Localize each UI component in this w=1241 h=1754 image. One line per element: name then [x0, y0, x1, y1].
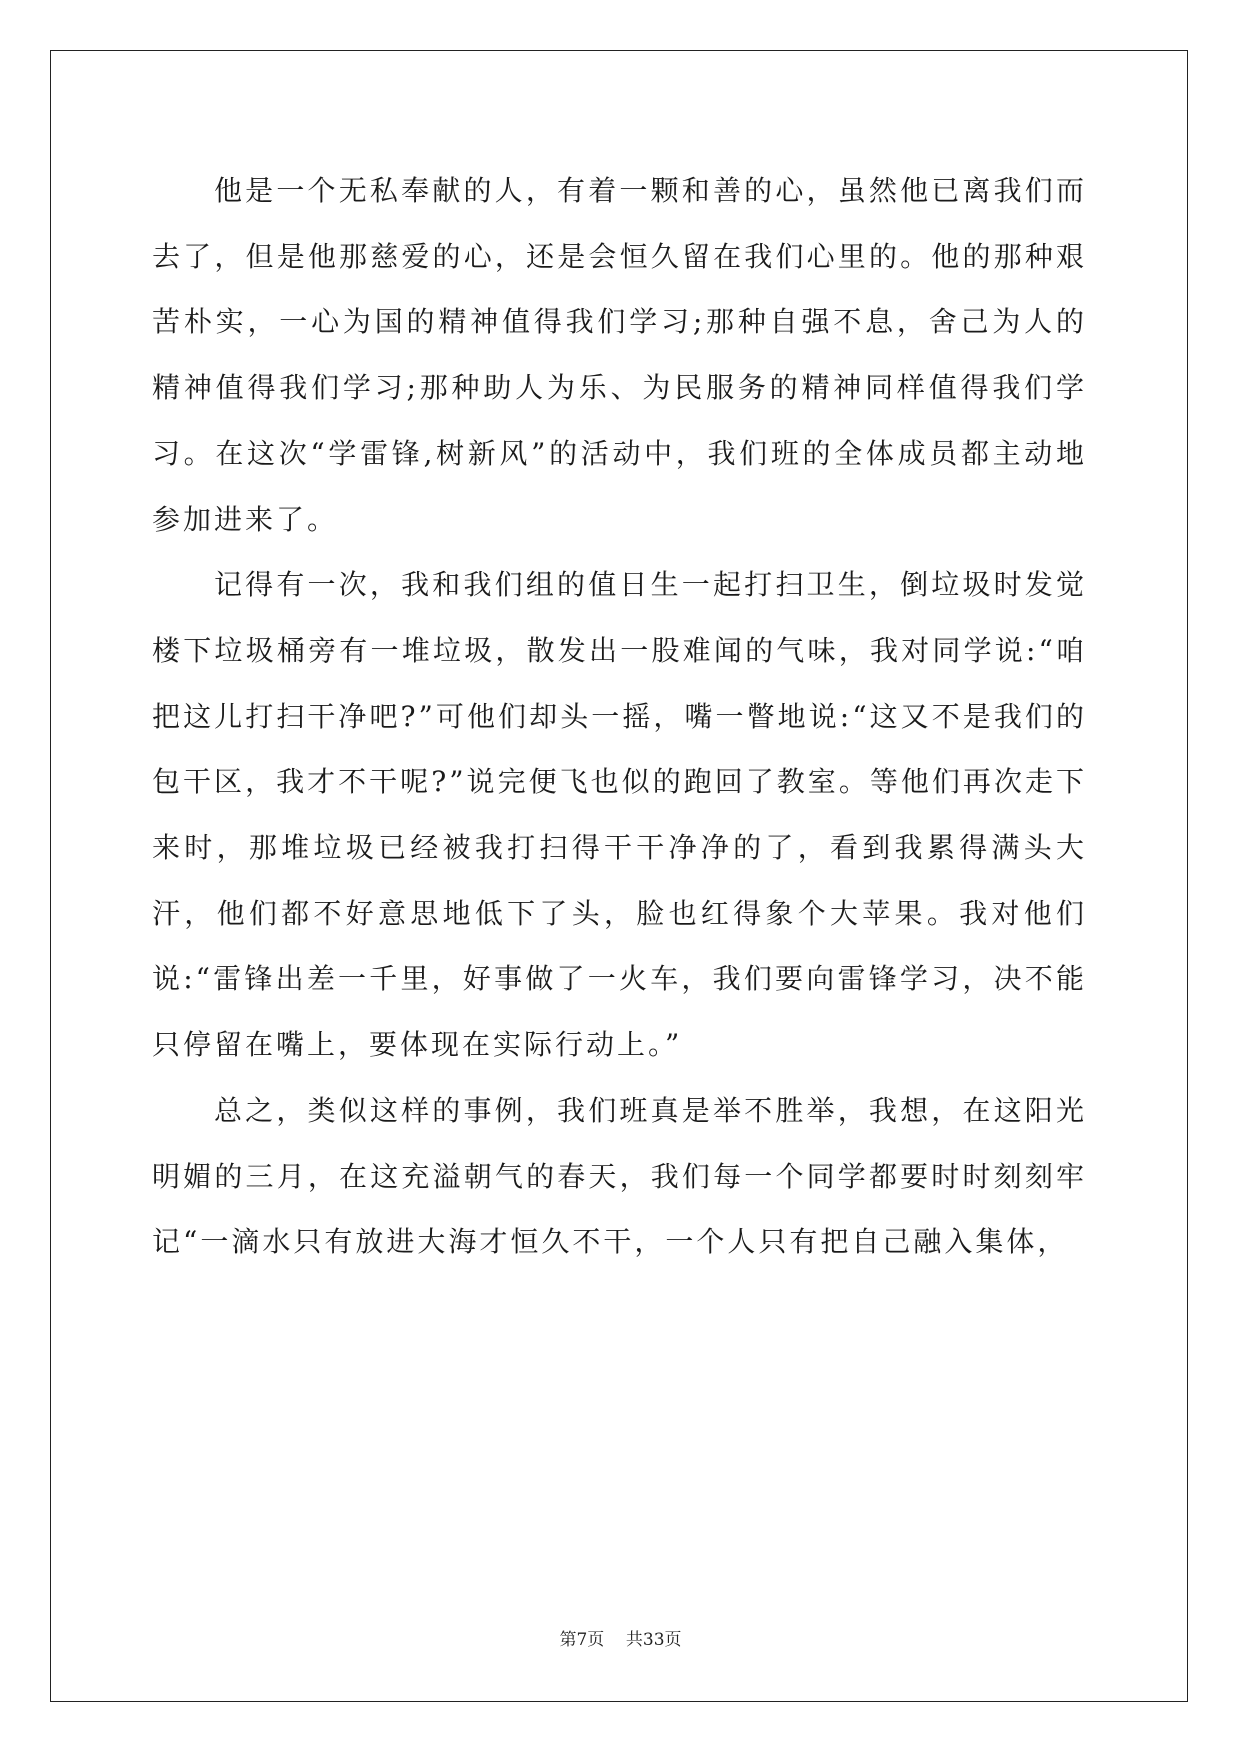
- page-footer: [0, 1625, 1241, 1650]
- paragraph-2: 记得有一次，我和我们组的值日生一起打扫卫生，倒垃圾时发觉楼下垃圾桶旁有一堆垃圾，散发出一股难闻的气味，我对同学说:“咱把这儿打扫干净吧?”可他们却头一摇，嘴一瞥地说:“这又不是我们的包干区，我才不干呢?”说完便飞也似的跑回了教室。等他们再次走下来时，那堆垃圾已经被我打扫得干干净净的了，看到我累得满头大汗，他们都不好意思地低下了头，脸也红得象个大苹果。我对他们说:“雷锋出差一千里，好事做了一火车，我们要向雷锋学习，决不能只停留在嘴上，要体现在实际行动上。”: [152, 568, 1087, 1062]
- total-pages: 共33页: [625, 1630, 682, 1650]
- page-number: 第7页: [559, 1630, 605, 1650]
- paragraph-3: 总之，类似这样的事例，我们班真是举不胜举，我想，在这阳光明媚的三月，在这充溢朝气的春天，我们每一个同学都要时时刻刻牢记“一滴水只有放进大海才恒久不干，一个人只有把自己融入集体，: [152, 1093, 1087, 1259]
- paragraph-1: 他是一个无私奉献的人，有着一颗和善的心，虽然他已离我们而去了，但是他那慈爱的心，还是会恒久留在我们心里的。他的那种艰苦朴实，一心为国的精神值得我们学习;那种自强不息，舍己为人的精神值得我们学习;那种助人为乐、为民服务的精神同样值得我们学习。在这次“学雷锋,树新风”的活动中，我们班的全体成员都主动地参加进来了。: [152, 174, 1087, 536]
- document-body: [152, 158, 1087, 1275]
